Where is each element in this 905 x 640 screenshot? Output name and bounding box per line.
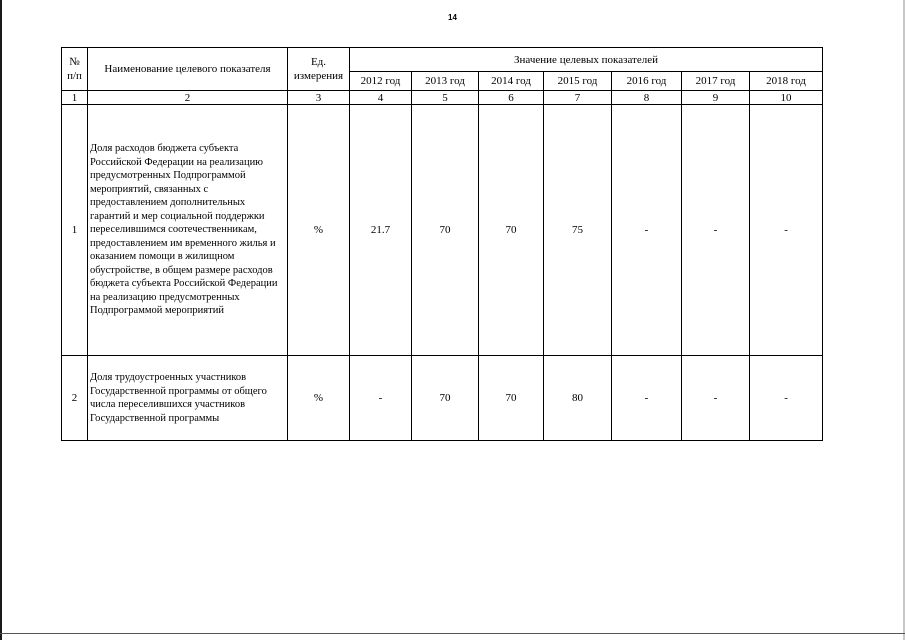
indicator-value-2018: - xyxy=(750,356,823,441)
indicator-value-2017: - xyxy=(682,105,750,356)
column-number: 10 xyxy=(750,91,823,105)
column-number-row xyxy=(62,91,823,105)
table-row xyxy=(62,105,823,356)
column-number: 3 xyxy=(288,91,350,105)
header-year: 2013 год xyxy=(412,72,479,91)
indicator-value-2013: 70 xyxy=(412,356,479,441)
indicator-value-2014: 70 xyxy=(479,356,544,441)
header-year: 2017 год xyxy=(682,72,750,91)
indicator-unit: % xyxy=(288,356,350,441)
column-number: 5 xyxy=(412,91,479,105)
indicator-value-2015: 80 xyxy=(544,356,612,441)
header-year: 2018 год xyxy=(750,72,823,91)
column-number: 7 xyxy=(544,91,612,105)
column-number: 8 xyxy=(612,91,682,105)
indicator-unit: % xyxy=(288,105,350,356)
indicator-value-2012: 21.7 xyxy=(350,105,412,356)
header-year: 2016 год xyxy=(612,72,682,91)
header-row-top xyxy=(62,48,823,72)
column-number: 1 xyxy=(62,91,88,105)
indicator-value-2018: - xyxy=(750,105,823,356)
indicator-value-2012: - xyxy=(350,356,412,441)
page-left-edge xyxy=(0,0,2,640)
header-name: Наименование целевого показателя xyxy=(88,48,288,91)
indicator-value-2016: - xyxy=(612,105,682,356)
header-unit: Ед. измерения xyxy=(288,48,350,91)
indicator-name: Доля расходов бюджета субъекта Российской Федерации на реализацию предусмотренных Подпрограммой мероприятий, связанных с предоставлением дополнительных гарантий и мер социальной поддержки переселившимся соотечественникам, предоставлением им временного жилья и оказанием помощи в жилищном обустройстве, в общем размере расходов бюджета субъекта Российской Федерации на реализацию предусмотренных Подпрограммой мероприятий xyxy=(88,105,288,356)
indicator-value-2015: 75 xyxy=(544,105,612,356)
target-indicators-table xyxy=(61,47,823,441)
indicator-value-2013: 70 xyxy=(412,105,479,356)
header-year: 2015 год xyxy=(544,72,612,91)
column-number: 4 xyxy=(350,91,412,105)
header-year: 2014 год xyxy=(479,72,544,91)
header-no: № п/п xyxy=(62,48,88,91)
page-number: 14 xyxy=(448,13,457,22)
indicator-value-2017: - xyxy=(682,356,750,441)
table-row xyxy=(62,356,823,441)
column-number: 6 xyxy=(479,91,544,105)
indicator-name: Доля трудоустроенных участников Государственной программы от общего числа переселившихся участников Государственной программы xyxy=(88,356,288,441)
header-values-group: Значение целевых показателей xyxy=(350,48,823,72)
row-number: 1 xyxy=(62,105,88,356)
column-number: 9 xyxy=(682,91,750,105)
indicator-value-2014: 70 xyxy=(479,105,544,356)
column-number: 2 xyxy=(88,91,288,105)
row-number: 2 xyxy=(62,356,88,441)
page-bottom-edge xyxy=(0,633,905,634)
indicator-value-2016: - xyxy=(612,356,682,441)
header-year: 2012 год xyxy=(350,72,412,91)
